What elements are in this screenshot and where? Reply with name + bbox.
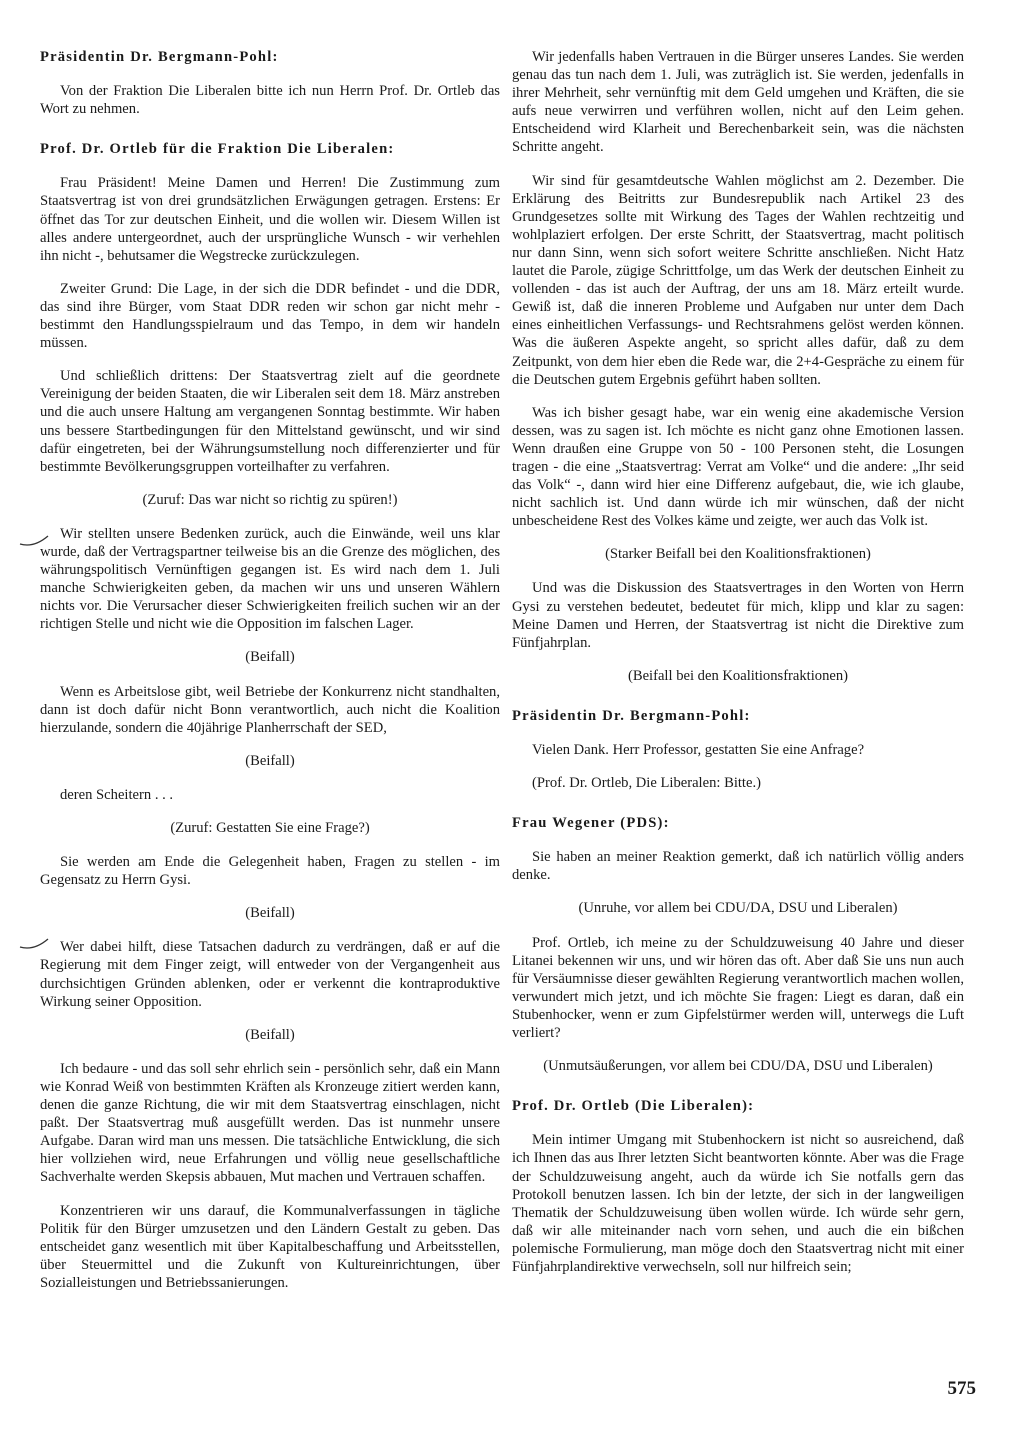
interjection: (Beifall): [245, 752, 295, 769]
paragraph: Mein intimer Umgang mit Stubenhockern ist nicht so ausreichend, daß ich Ihnen das aus Ihrer letzten Sicht beantworten könnte. Aber was die Frage der Schuldzuweisung angeht, auch da würde ich Sie notfalls gern das Protokoll benutzen lassen. Ich bin der letzte, der sich in der langweiligen Thematik der Schuldzuweisung üben wollen würde. Ich würde sehr gern, daß wir alle miteinander nach vorn sehen, und auch die ein bißchen polemische Formulierung, man möge doch den Staatsvertrag nicht mit einer Fünfjahrplandirektive verwechseln, soll nur hilfreich sein;: [512, 1132, 964, 1275]
interjection: (Zuruf: Das war nicht so richtig zu spüren!): [142, 491, 398, 508]
paragraph: Von der Fraktion Die Liberalen bitte ich nun Herrn Prof. Dr. Ortleb das Wort zu nehmen.: [40, 83, 500, 118]
speaker-heading: Präsidentin Dr. Bergmann-Pohl:: [512, 707, 751, 724]
paragraph: Was ich bisher gesagt habe, war ein wenig eine akademische Version dessen, was zu sagen ist. Ich möchte es nicht ganz ohne Emotionen lassen. Wenn draußen eine Gruppe von 50 - 100 Personen steht, die Losungen tragen - die eine „Staatsvertrag: Verrat am Volke“ und die andere: „Ihr seid das Volk“ -, dann wird hier eine Differenz aufgebaut, die, wie ich glaube, nicht sachlich ist. Und dann würde ich mir wünschen, daß der nicht unbescheidene Rest des Volkes käme und zeigte, wer auch das Volk ist.: [512, 404, 964, 530]
paragraph: Und was die Diskussion des Staatsvertrages in den Worten von Herrn Gysi zu verstehen bedeutet, bedeutet für mich, klipp und klar zu sagen: Meine Damen und Herren, der Staatsvertrag ist nicht die Direktive zum Fünfjahrplan.: [512, 580, 964, 651]
right-column: [512, 48, 964, 1291]
paragraph: Wir sind für gesamtdeutsche Wahlen möglichst am 2. Dezember. Die Erklärung des Beitritts zur Bundesrepublik nach Artikel 23 des Grundgesetzes sollte mit Wirkung des Tages der Wahlen rechtzeitig und wohlplaziert erfolgen. Der erste Schritt, der Staatsvertrag, macht politisch nur dann Sinn, wenn sich sofort weitere Schritte anschließen. Nicht Hatz lautet die Parole, zügige Schrittfolge, um das Werk der deutschen Einheit zu vollenden - das ist auch der Auftrag, der uns am 18. März erteilt wurde. Gewiß ist, daß die inneren Probleme und Aufgaben nur unter dem Dach eines einheitlichen Verfassungs- und Rechtsrahmens gelöst werden können. Was die äußeren Aspekte angeht, so spricht alles dafür, daß zu dem Zeitpunkt, von dem hier eben die Rede war, die 2+4-Gespräche zu einem für die Deutschen gutem Ergebnis geführt haben sollten.: [512, 172, 964, 388]
paragraph: Wir jedenfalls haben Vertrauen in die Bürger unseres Landes. Sie werden genau das tun nach dem 1. Juli, was zuträglich ist. Sie werden, jedenfalls in ihrer Mehrheit, sehr vernünftig mit dem Geld umgehen und Kräften, die sie aufs neue verwirren und verführen wollen, nicht auf den Leim gehen. Entscheidend wird Klarheit und Berechenbarkeit sein, was die nächsten Schritte angeht.: [512, 49, 964, 156]
paragraph: Konzentrieren wir uns darauf, die Kommunalverfassungen in tägliche Politik für den Bürger umzusetzen und den Ländern Gestalt zu geben. Das entscheidet ganz wesentlich mit über Kapitalbeschaffung und Arbeitsstellen, über Steuermittel und die Zukunft von Kultureinrichtungen, über Sozialleistungen und Betriebssanierungen.: [40, 1202, 500, 1291]
speaker-heading: Prof. Dr. Ortleb für die Fraktion Die Liberalen:: [40, 141, 395, 158]
paragraph: Zweiter Grund: Die Lage, in der sich die DDR befindet - und die DDR, das sind ihre Bürger, vom Staat DDR reden wir schon gar nicht mehr - bestimmt den Handlungsspielraum und das Tempo, in dem wir handeln müssen.: [40, 280, 500, 352]
paragraph: Prof. Ortleb, ich meine zu der Schuldzuweisung 40 Jahre und dieser Litanei bekennen wir uns, und wir hören das oft. Aber daß Sie uns nun auch für Versäumnisse dieser gewählten Regierung verantwortlich machen wollen, verwundert mich jetzt, und ich möchte Sie fragen: Liegt es daran, daß ein Stubenhocker, wenn er zum Gipfelstürmer werden will, unterwegs die Luft verliert?: [512, 934, 964, 1042]
interjection: (Beifall): [245, 905, 295, 922]
paragraph: Sie haben an meiner Reaktion gemerkt, daß ich natürlich völlig anders denke.: [512, 849, 964, 884]
paragraph: Frau Präsident! Meine Damen und Herren! Die Zustimmung zum Staatsvertrag ist von drei grundsätzlichen Erwägungen getragen. Erstens: Er öffnet das Tor zur deutschen Einheit, und die wollen wir. Diesem Willen ist alles andere untergeordnet, auch der ursprüngliche Wunsch - wir verhehlen ihn nicht -, behutsamer die Wegstrecke zurückzulegen.: [40, 175, 500, 264]
margin-mark: [18, 935, 52, 955]
paragraph: Ich bedaure - und das soll sehr ehrlich sein - persönlich sehr, daß ein Mann wie Konrad Weiß von bestimmten Kräften als Kronzeuge zitiert werden kann, denen die ganze Richtung, die wir mit dem Staatsvertrag einschlagen, nicht paßt. Der Staatsvertrag muß ausgefüllt werden. Das ist nunmehr unsere Aufgabe. Daran wird man uns messen. Die tatsächliche Entwicklung, die sich hier vollziehen wird, neue Erfahrungen und völlig neue gesellschaftliche Sachverhalte werden Skepsis abbauen, Mut machen und Vertrauen schaffen.: [40, 1060, 500, 1186]
speaker-heading: Präsidentin Dr. Bergmann-Pohl:: [40, 49, 279, 65]
paragraph: Wir stellten unsere Bedenken zurück, auch die Einwände, weil uns klar wurde, daß der Vertragspartner teilweise bis an die Grenze des möglichen, des währungspolitisch Vernünftigen gegangen ist. Es wird nach dem 1. Juli manche Schwierigkeiten geben, da machen wir uns und unseren Wählern nichts vor. Die Verursacher dieser Schwierigkeiten freilich suchen wir an der richtigen Stelle und nicht wie die Opposition im falschen Lager.: [40, 525, 500, 633]
paragraph: Wer dabei hilft, diese Tatsachen dadurch zu verdrängen, daß er auf die Regierung mit dem Finger zeigt, will entweder von der Vergangenheit aus durchsichtigen Gründen ablenken, oder er verkennt die kontraproduktive Wirkung seiner Opposition.: [40, 939, 500, 1010]
paragraph: deren Scheitern . . .: [60, 786, 174, 803]
margin-mark: [18, 532, 52, 552]
interjection: (Beifall): [245, 649, 295, 666]
interjection: (Starker Beifall bei den Koalitionsfraktionen): [605, 546, 871, 563]
paragraph: Sie werden am Ende die Gelegenheit haben, Fragen zu stellen - im Gegensatz zu Herrn Gysi.: [40, 854, 500, 889]
page-number: 575: [947, 1378, 976, 1399]
speaker-heading: Frau Wegener (PDS):: [512, 815, 670, 832]
interjection: (Beifall): [245, 1026, 295, 1043]
interjection: (Unmutsäußerungen, vor allem bei CDU/DA, DSU und Liberalen): [543, 1058, 933, 1075]
paragraph: Wenn es Arbeitslose gibt, weil Betriebe der Konkurrenz nicht standhalten, dann ist doch dafür nicht Bonn verantwortlich, auch nicht die Koalition hierzulande, sondern die 40jährige Planherrschaft der SED,: [40, 683, 500, 736]
speaker-heading: Prof. Dr. Ortleb (Die Liberalen):: [512, 1098, 755, 1115]
interjection: (Zuruf: Gestatten Sie eine Frage?): [170, 820, 370, 836]
interjection: (Beifall bei den Koalitionsfraktionen): [627, 667, 849, 684]
interjection: (Unruhe, vor allem bei CDU/DA, DSU und Liberalen): [578, 900, 898, 917]
paragraph: Und schließlich drittens: Der Staatsvertrag zielt auf die geordnete Vereinigung der beiden Staaten, die wir Liberalen seit dem 18. März anstreben und die auch unsere Haltung am vergangenen Sonntag bestimmte. Wir haben uns bessere Startbedingungen für den Mittelstand gewünscht, und wir sind dafür eingetreten, bei der Währungsumstellung noch differenzierter und für bestimmte Bevölkerungsgruppen vorteilhafter zu verfahren.: [40, 368, 500, 475]
interjection: (Prof. Dr. Ortleb, Die Liberalen: Bitte.): [532, 775, 761, 792]
left-column: [40, 48, 500, 1307]
paragraph: Vielen Dank. Herr Professor, gestatten Sie eine Anfrage?: [532, 742, 865, 758]
